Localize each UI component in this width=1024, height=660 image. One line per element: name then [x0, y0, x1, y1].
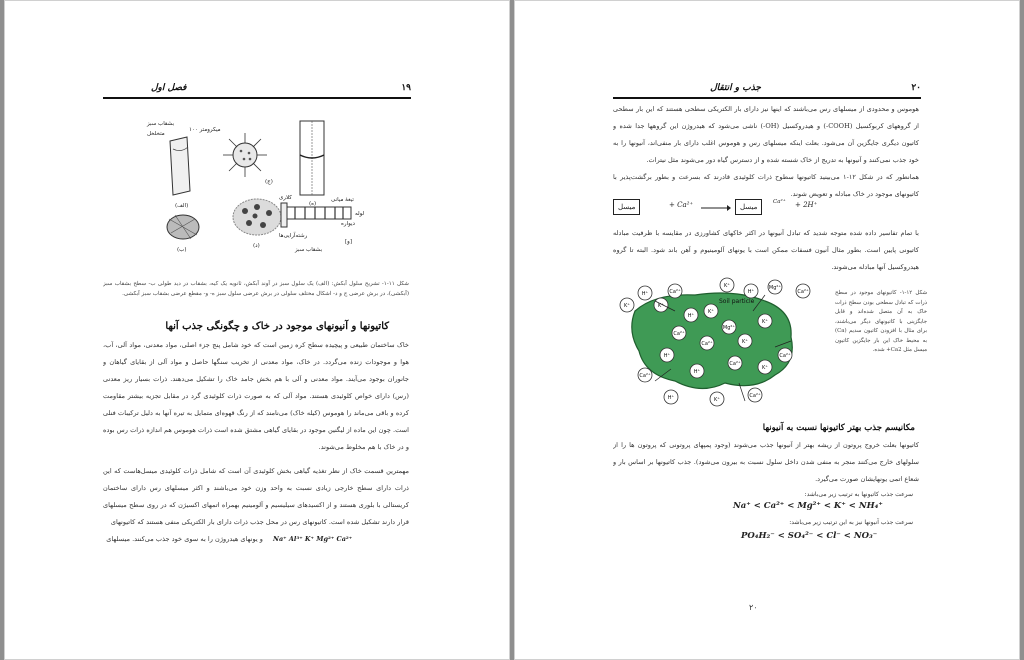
ion-label: Ca²⁺	[797, 289, 809, 295]
chapter-title: فصل اول	[151, 83, 187, 93]
ion-label: K⁺	[762, 319, 768, 325]
ion-label: Ca²⁺	[701, 341, 713, 347]
ion-marker	[744, 284, 758, 298]
soil-particle-label: Soil particle	[719, 298, 755, 305]
ion-marker	[664, 390, 678, 404]
anion-order-intro: سرعت جذب آنیونها نیز به این ترتیب زیر می‌باشد:	[789, 519, 913, 526]
label-h: (ه)	[309, 201, 317, 207]
label-green-plate: بشقاب سبز	[147, 121, 175, 127]
equation-bound-ion: Ca²⁺	[773, 199, 786, 205]
ion-label: H⁺	[747, 289, 755, 295]
figure-caption: شکل ۱۱-۱- تشریح سلول آبکش: (الف) یک سلول سبز در آوند آبکش، ثانویه یک کیه، بشقاب در دید طولی ب- سطح بشقاب سبز (آبکشی)، در برش عرضی ج و د- اشکال مختلف سلولی در برش عرضی سلول سبز ه- و- مقطع عرضی بشقاب سبز آبکشی.	[103, 281, 409, 297]
ion-marker	[778, 348, 792, 362]
label-tube: لوله	[355, 211, 365, 217]
micelle-box-right: میسل	[735, 199, 762, 215]
ion-marker	[748, 388, 762, 402]
ion-marker	[654, 298, 668, 312]
ion-list: Na⁺ Al³⁺ K⁺ Mg²⁺ Ca²⁺	[273, 535, 353, 543]
ion-label: Ca²⁺	[749, 393, 761, 399]
label-plasmodesmata: رشته‌آرایی‌ها	[279, 233, 308, 239]
label-w: [و]	[345, 239, 352, 245]
ion-label: K⁺	[658, 303, 664, 309]
body-paragraph-2-end: و یونهای هیدروژن را به سوی خود جذب می‌کنند. میسلهای	[106, 535, 263, 543]
ion-label: Ca²⁺	[779, 353, 791, 359]
left-page	[4, 0, 510, 660]
ion-label: K⁺	[624, 303, 630, 309]
label-d: (د)	[253, 243, 260, 249]
ion-label: H⁺	[693, 369, 701, 375]
footer-page-number: ۲۰	[749, 603, 758, 612]
body-paragraph-3: کاتیونها بعلت خروج پروتون از ریشه بهتر از آنیونها جذب می‌شوند (وجود پمپهای پروتونی که پروتون ها را از سلولهای خارج می‌کنند منجر به منفی شدن داخل سلول نسبت به بیرون می‌شود). جذب کاتیونها بر اساس بار و شعاع اتمی یونهایشان صورت می‌گیرد.	[613, 441, 919, 483]
ion-label: K⁺	[724, 283, 730, 289]
equation-product: + 2H⁺	[795, 201, 818, 209]
body-paragraph-1: هوموس و محدودی از میسلهای رس می‌باشند که اینها نیز دارای بار الکتریکی سطحی هستند که این بار سطحی از گروههای کربوکسیل (COOH-) و هیدروکسیل (OH-) ناشی می‌شود که هیدروژن این گروهها جدا شده و کاتیون دیگری جایگزین آن می‌شود. بعلت اینکه میسلهای رس و هوموس اغلب دارای بار منفی‌اند، آنیونها را به خود جذب نمی‌کنند و آنیونها به تدریج از خاک شسته شده و از دسترس گیاه دور می‌شوند مثل نیترات.	[613, 105, 919, 164]
label-wall: دیواره	[341, 221, 355, 227]
ion-label: Mg²⁺	[768, 285, 782, 291]
ion-label: Ca²⁺	[729, 361, 741, 367]
body-paragraph-2: مهمترین قسمت خاک از نظر تغذیه گیاهی بخش کلوئیدی آن است که شامل ذرات کلوئیدی میسل‌هاست که این ذرات دارای سطح خارجی زیادی نسبت به واحد وزن خود می‌باشند و اکثر میسلهای رس دارای ساختمان کریستالی با بلوری هستند و از اکسیدهای سیلیسیم و آلومینیم بهمراه اتمهای اکسیژن که در روی سطح میسلهای قرار دارند تشکیل شده است. کاتیونهای رس در محل جذب ذرات دارای بار الکتریکی منفی هستند که کاتیونهای	[103, 467, 409, 526]
ion-marker	[668, 284, 682, 298]
page-header	[103, 81, 411, 99]
body-paragraph-2: با تمام تفاسیر داده شده متوجه شدید که تبادل آنیونها در اکثر خاکهای کشاورزی در مقایسه با ظرفیت مبادله کاتیونی پایین است. بطور مثال آنیون فسفات ممکن است با یونهای آلومینیوم و آهن باند شود. البته تا گروه هیدروکسیل آنها مبادله می‌شوند.	[613, 229, 919, 271]
ion-label: Mg²⁺	[722, 325, 736, 331]
ion-marker	[728, 356, 742, 370]
section-heading: کاتیونها و آنیونهای موجود در خاک و چگونگی جذب آنها	[165, 321, 389, 332]
label-a: (الف)	[175, 203, 189, 209]
ion-marker	[700, 336, 714, 350]
cation-order-intro: سرعت جذب کاتیونها به ترتیب زیر می‌باشد:	[804, 491, 913, 498]
micelle-box-left: میسل	[613, 199, 640, 215]
label-porous: متخلخل	[147, 131, 165, 137]
ion-marker	[638, 286, 652, 300]
ion-label: K⁺	[742, 339, 748, 345]
label-100-micrometer: ۱۰۰ میکرومتر	[189, 127, 221, 133]
ion-label: Ca²⁺	[639, 373, 651, 379]
ion-marker	[710, 392, 724, 406]
label-middle-lamella: تیغهٔ میانی	[331, 197, 354, 203]
ion-marker	[620, 298, 634, 312]
page-number: ۱۹	[401, 83, 411, 93]
ion-marker	[672, 326, 686, 340]
soil-figure-caption: شکل ۱۲-۱- کاتیونهای موجود در سطح ذرات که تبادل سطحی بودن سطح ذرات خاک به آن متصل شده‌اند و قابل جایگزینی با کاتیونهای دیگر می‌باشند، برای مثال با افزودن کاتیون سدیم (Ca) به محیط خاک این بار جایگزین کاتیون میسل مثل Ca2+ شده.	[835, 290, 927, 353]
equation-reactant: + Ca²⁺	[669, 201, 694, 209]
section-heading: مکانیسم جذب بهتر کاتیونها نسبت به آنیونها	[762, 423, 915, 433]
ion-marker	[738, 334, 752, 348]
label-b: (ب)	[177, 247, 187, 253]
right-page	[514, 0, 1020, 660]
soil-particle-figure	[615, 271, 829, 413]
arrow-icon	[701, 205, 731, 211]
ion-marker	[684, 308, 698, 322]
ion-label: H⁺	[663, 353, 671, 359]
label-j: (ج)	[265, 179, 273, 185]
page-number: ۲۰	[911, 83, 921, 93]
ion-marker	[796, 284, 810, 298]
cation-order-formula: Na⁺ < Ca²⁺ < Mg²⁺ < K⁺ < NH₄⁺	[733, 501, 883, 511]
ion-label: K⁺	[708, 309, 714, 315]
ion-label: H⁺	[667, 395, 675, 401]
ion-marker	[704, 304, 718, 318]
sieve-tube-figure	[145, 119, 385, 264]
exchange-equation	[613, 199, 833, 217]
ion-marker	[690, 364, 704, 378]
label-green-plate-2: بشقاب سبز	[295, 247, 323, 253]
anion-order-formula: PO₄H₂⁻ < SO₄²⁻ < Cl⁻ < NO₃⁻	[741, 531, 878, 541]
ion-marker	[758, 360, 772, 374]
ion-marker	[758, 314, 772, 328]
ion-label: Ca²⁺	[673, 331, 685, 337]
ion-label: K⁺	[714, 397, 720, 403]
ion-label: H⁺	[641, 291, 649, 297]
ion-marker	[720, 278, 734, 292]
ion-marker	[638, 368, 652, 382]
ion-marker	[768, 280, 782, 294]
chapter-title: جذب و انتقال	[710, 83, 761, 93]
ion-marker	[660, 348, 674, 362]
ion-label: H⁺	[687, 313, 695, 319]
page-header	[613, 81, 921, 99]
ion-marker	[722, 320, 736, 334]
ion-label: Ca²⁺	[669, 289, 681, 295]
body-paragraph-1: خاک ساختمان طبیعی و پیچیده سطح کره زمین است که خود شامل پنج جزء اصلی، مواد معدنی، مواد آلی، آب، هوا و موجودات زنده می‌گردد. در خاک، مواد معدنی از تخریب سنگها حاصل و مواد آلی از بقایای گیاهان و جانوران بوجود می‌آیند. مواد معدنی و آلی با هم بخش جامد خاک را تشکیل می‌دهند. ذرات بسیار ریز معدنی (رس) دارای خواص کلوئیدی هستند. مواد آلی که به صورت ذرات کلوئیدی گرد در مقابل تجزیه بیشتر مقاومت کرده و باقی می‌ماند را هوموس (کیله خاک) می‌نامند که از رنگ قهوه‌ای متمایل به تیره آنها به دلیل ترکیبات فنلی است. چون این ماده از لیگنین موجود در بقایای گیاهی مشتق شده است ذرات هوموس هم اندازه ذرات رس بوده و در خاک با هم مخلوط می‌شوند.	[103, 341, 409, 451]
ion-label: K⁺	[762, 365, 768, 371]
body-paragraph-1b: همانطور که در شکل ۱۲-۱ می‌بینید کاتیونها سطوح ذرات کلوئیدی قادرند که بسرعت و بطور برگشت‌پذیر با کاتیونهای موجود در خاک مبادله و تعویض شوند.	[613, 173, 919, 198]
label-clay: کلاری	[279, 195, 292, 201]
